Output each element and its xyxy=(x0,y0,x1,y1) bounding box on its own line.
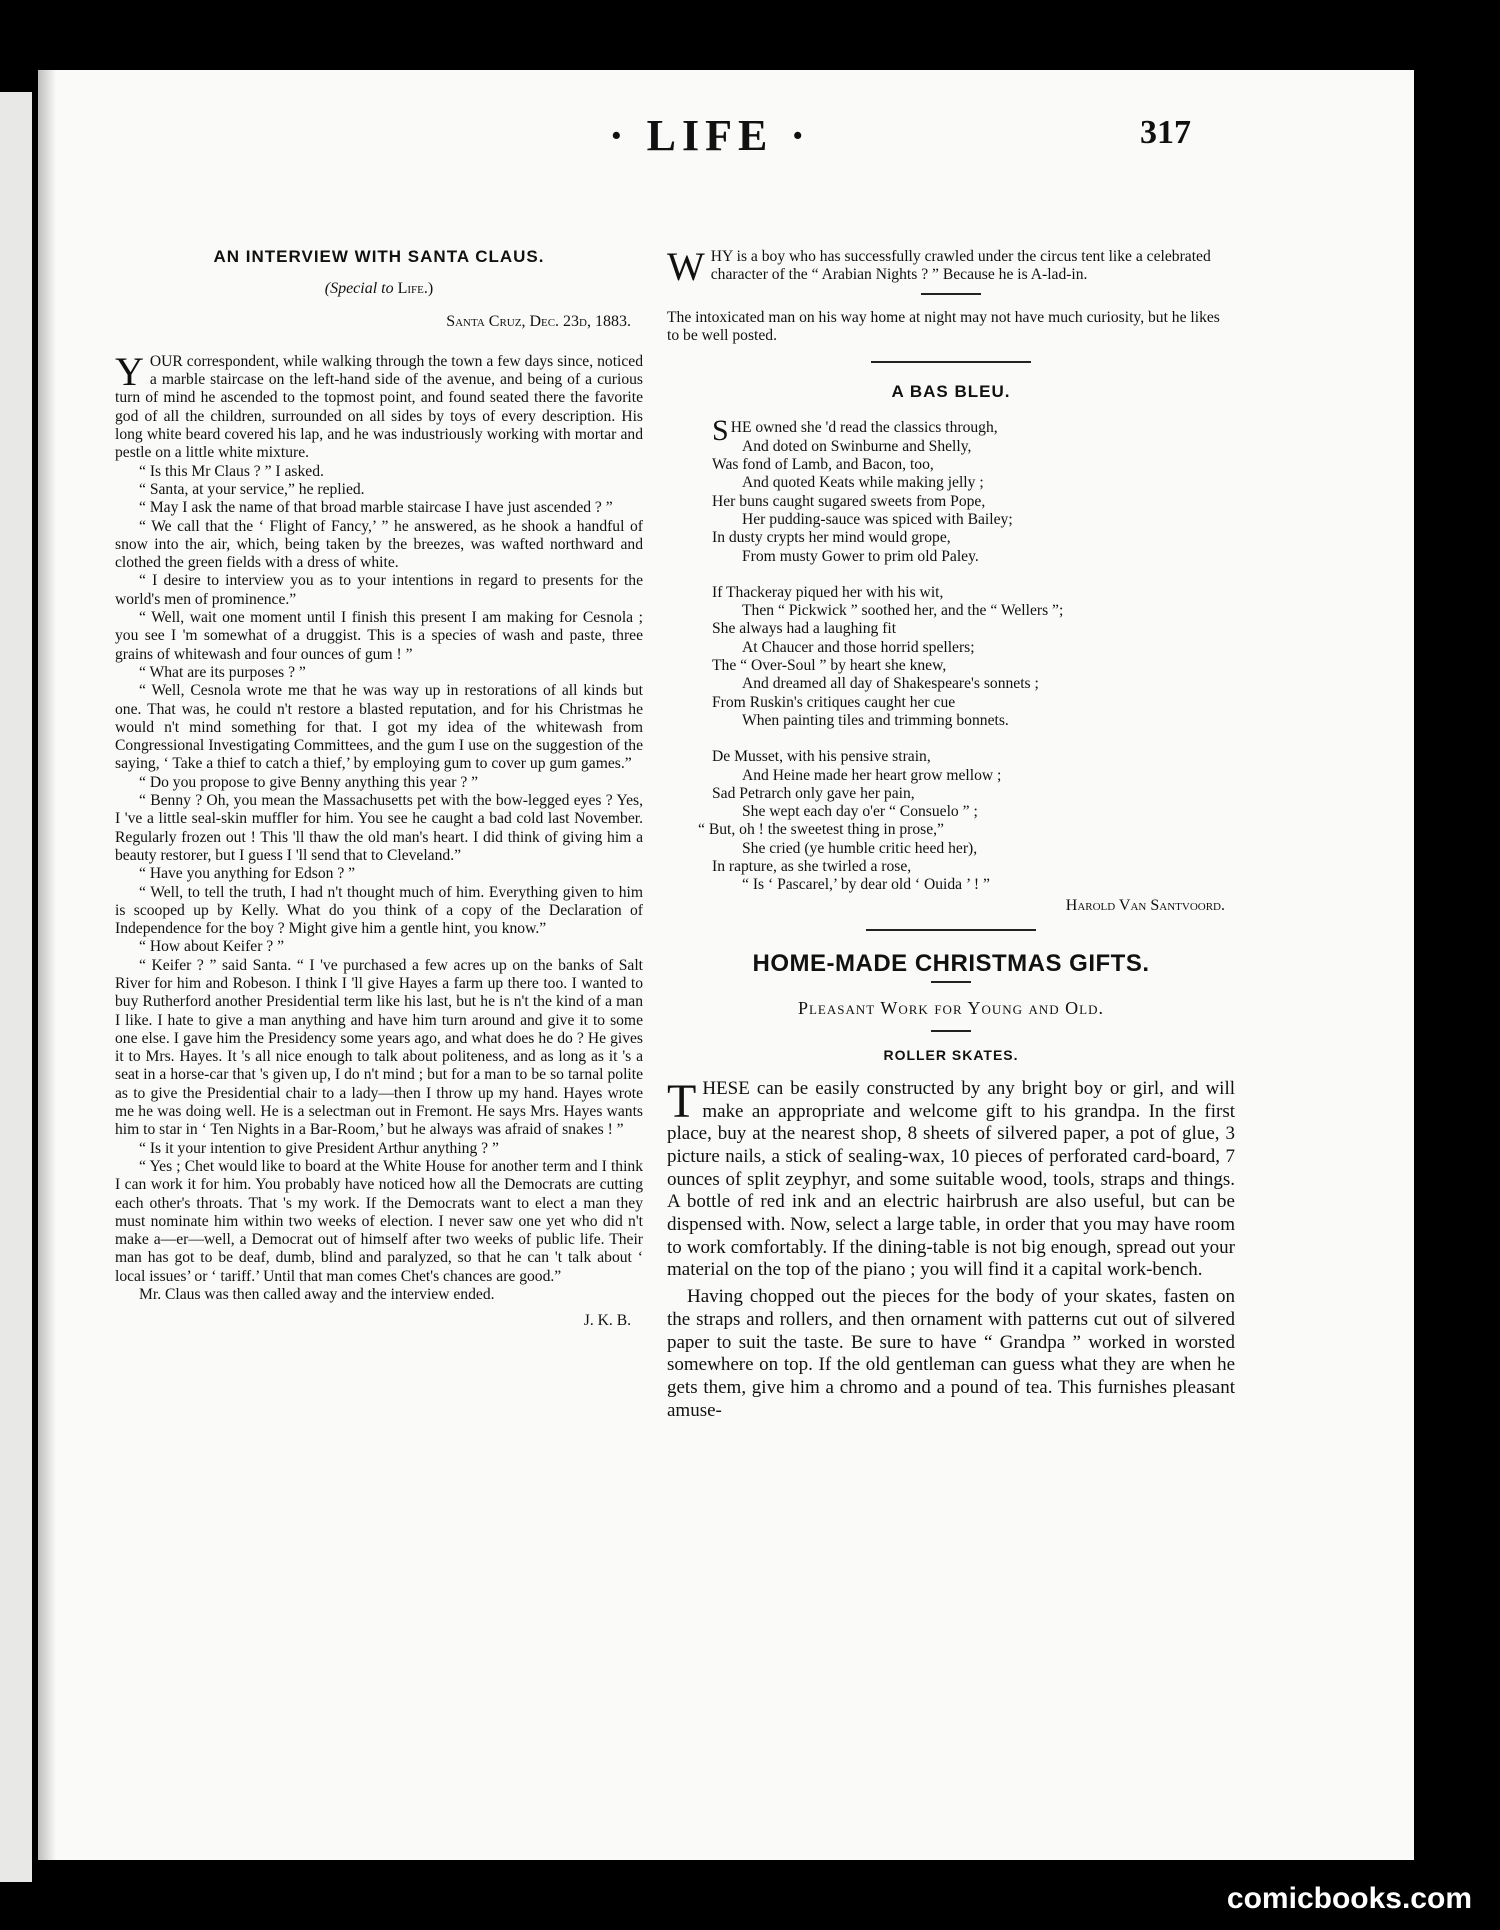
poem-line: Her pudding-sauce was spiced with Bailey; xyxy=(742,510,1013,528)
interview-paragraph: “ How about Keifer ? ” xyxy=(139,938,285,956)
interview-paragraph: “ Benny ? Oh, you mean the Massachusetts pet with the bow-legged eyes ? Yes, I 've a little seal-skin muffler for him. You see he caught a bad cold last November. Regularly frozen out ! This 'll thaw the old man's heart. I did think of giving him a beauty restorer, but I guess I 'll send that to Cleveland.” xyxy=(115,792,643,864)
interview-paragraph: “ Santa, at your service,” he replied. xyxy=(139,480,365,498)
poem-line: Sad Petrarch only gave her pain, xyxy=(712,784,915,802)
gifts-subtitle: Pleasant Work for Young and Old. xyxy=(797,998,1104,1019)
interview-paragraph: “ Well, Cesnola wrote me that he was way up in restorations of all kinds but one. That was, he could n't restore a blasted reputation, and for his Christmas he would n't mind something for that. I got my idea of the whitewash from Congressional Investigating Committees, and the gum I use on the suggestion of the saying, ‘ Take a thief to catch a thief,’ by employing gum to cover up gum games.” xyxy=(115,682,643,773)
poem-line: And dreamed all day of Shakespeare's sonnets ; xyxy=(742,675,1039,693)
poem-line: Her buns caught sugared sweets from Pope, xyxy=(712,492,986,510)
poem-line: SHE owned she 'd read the classics through, xyxy=(712,414,998,448)
interview-paragraph: “ Yes ; Chet would like to board at the White House for another term and I think I can work it for him. You probably have noticed how all the Democrats are cutting each other's throats. That 's my work. If the Democrats want to elect a man they must nominate him within two weeks of election. I never saw one yet who did n't make a—er—well, a Democrat out of himself after two weeks of public life. Their man has got to be deaf, dumb, blind and paralyzed, so that he can 't talk about ‘ local issues’ or ‘ tariff.’ Until that man comes Chet's chances are good.” xyxy=(115,1157,643,1285)
poem-stanza xyxy=(712,584,1235,730)
poem-line: In rapture, as she twirled a rose, xyxy=(712,858,912,876)
special-suffix: .) xyxy=(423,280,434,298)
right-column xyxy=(667,180,1235,1422)
divider xyxy=(871,361,1031,363)
divider xyxy=(931,981,971,983)
poem-line: She wept each day o'er “ Consuelo ” ; xyxy=(742,803,978,821)
interview-paragraph: YOUR correspondent, while walking through the town a few days since, noticed a marble staircase on the left-hand side of the avenue, and being of a curious turn of mind he ascended to the topmost point, and found seated there the favorite god of all the children, surrounded on all sides by toys of every description. His long white beard covered his lap, and he was industriously working with mortar and pestle on a little white mixture. xyxy=(115,348,643,462)
poem-line: She always had a laughing fit xyxy=(712,620,897,638)
gifts-paragraph: THESE can be easily constructed by any bright boy or girl, and will make an appropriate and welcome gift to his grandpa. In the first place, buy at the nearest shop, 8 sheets of silvered paper, a pot of glue, 3 picture nails, a stick of sealing-wax, 10 pieces of perforated card-board, 7 ounces of split zeyphyr, and some suitable wood, tools, straps and things. A bottle of red ink and an electric hairbrush are also useful, but can be dispensed with. Now, select a large table, in order that you may have room to work comfortably. If the dining-table is not big enough, spread out your material on the top of the piano ; you will find it a capital work-bench. xyxy=(667,1074,1235,1281)
poem-line: “ But, oh ! the sweetest thing in prose,” xyxy=(698,821,944,839)
poem-line: The “ Over-Soul ” by heart she knew, xyxy=(712,657,947,675)
dateline: Santa Cruz, Dec. 23d, 1883. xyxy=(446,312,631,330)
drop-cap: Y xyxy=(115,348,144,394)
special-name: Life xyxy=(397,280,424,298)
poem xyxy=(667,414,1235,894)
poem-line: And Heine made her heart grow mellow ; xyxy=(742,766,1002,784)
poem-line: De Musset, with his pensive strain, xyxy=(712,748,931,766)
interview-title: AN INTERVIEW WITH SANTA CLAUS. xyxy=(213,247,545,266)
poem-line: Was fond of Lamb, and Bacon, too, xyxy=(712,456,934,474)
poem-line: Then “ Pickwick ” soothed her, and the “ Wellers ”; xyxy=(742,602,1064,620)
left-page-edge xyxy=(0,92,32,1882)
interview-paragraph: “ Have you anything for Edson ? ” xyxy=(139,865,356,883)
gifts-paragraph: Having chopped out the pieces for the body of your skates, fasten on the straps and rollers, and then ornament with patterns cut out of silvered paper to suit the taste. Be sure to have “ Grandpa ” worked in worsted somewhere on top. If the old gentleman can guess what they are when he gets them, give him a chromo and a pound of tea. This furnishes pleasant amuse- xyxy=(667,1286,1235,1421)
poem-line: And doted on Swinburne and Shelly, xyxy=(742,437,972,455)
interview-paragraph: “ Well, to tell the truth, I had n't thought much of him. Everything given to him is scooped up by Kelly. What do you think of a copy of the Declaration of Independence for the boy ? Might give him a gentle hint, you know.” xyxy=(115,883,643,938)
joke-intoxicated: The intoxicated man on his way home at night may not have much curiosity, but he likes to be well posted. xyxy=(667,308,1220,344)
gifts-title: HOME-MADE CHRISTMAS GIFTS. xyxy=(752,949,1150,977)
joke-aladdin: WHY is a boy who has successfully crawled under the circus tent like a celebrated character of the “ Arabian Nights ? ” Because he is A-lad-in. xyxy=(667,244,1211,289)
interview-paragraph: “ I desire to interview you as to your intentions in regard to presents for the world's men of prominence.” xyxy=(115,572,643,608)
gifts-body xyxy=(667,1074,1235,1423)
poem-line: If Thackeray piqued her with his wit, xyxy=(712,583,944,601)
poem-title: A BAS BLEU. xyxy=(891,382,1011,402)
interview-paragraph: “ What are its purposes ? ” xyxy=(139,663,306,681)
interview-paragraph: “ Is it your intention to give President Arthur anything ? ” xyxy=(139,1139,499,1157)
interview-paragraph: “ Well, wait one moment until I finish this present I am making for Cesnola ; you see I 'm somewhat of a druggist. This is a species of wash and paste, three grains of whitewash and four ounces of gum ! ” xyxy=(115,609,643,663)
divider xyxy=(931,1030,971,1032)
poem-line: When painting tiles and trimming bonnets. xyxy=(742,711,1009,729)
special-prefix: (Special to xyxy=(324,280,398,298)
poem-stanza xyxy=(698,748,1235,894)
interview-paragraph: “ Do you propose to give Benny anything this year ? ” xyxy=(139,773,479,791)
interview-column xyxy=(115,180,643,1331)
running-title: · LIFE · xyxy=(608,111,812,160)
drop-cap: W xyxy=(667,244,705,289)
drop-cap: S xyxy=(712,414,729,448)
divider xyxy=(866,929,1036,931)
interview-body xyxy=(115,348,643,1304)
section-heading: ROLLER SKATES. xyxy=(883,1046,1019,1063)
poem-line: “ Is ‘ Pascarel,’ by dear old ‘ Ouida ’ ! ” xyxy=(742,876,990,894)
watermark: comicbooks.com xyxy=(1226,1882,1472,1915)
interview-signature: J. K. B. xyxy=(583,1312,631,1330)
drop-cap: T xyxy=(667,1074,697,1128)
interview-paragraph: “ Keifer ? ” said Santa. “ I 've purchased a few acres up on the banks of Salt River for him and Robeson. I think I 'll give Hayes a farm up there too. I wanted to buy Rutherford another Presidential term like his last, but he is n't the kind of a man I like. I hate to give a man anything and have him turn around and give it to some one else. I gave him the Presidency some years ago, and what does he do ? He gives it to Mrs. Hayes. It 's all nice enough to talk about politeness, and as long as it 's a seat in a horse-car that 's given up, I do n't mind ; but for a man to be so tarnal polite as to give the Presidential chair to a lady—then I throw up my hand. Hayes wrote me he was doing well. He is a selectman out in Fremont. He says Mrs. Hayes wants him to star in ‘ Ten Nights in a Bar-Room,’ but he always was afraid of snakes ! ” xyxy=(115,956,643,1139)
interview-paragraph: Mr. Claus was then called away and the interview ended. xyxy=(139,1286,495,1304)
poem-line: At Chaucer and those horrid spellers; xyxy=(742,638,975,656)
poem-line: She cried (ye humble critic heed her), xyxy=(742,839,978,857)
page-number: 317 xyxy=(1140,114,1191,151)
special-note xyxy=(115,280,643,298)
poem-line: In dusty crypts her mind would grope, xyxy=(712,529,951,547)
divider xyxy=(921,293,981,295)
poem-line: From musty Gower to prim old Paley. xyxy=(742,547,979,565)
interview-paragraph: “ We call that the ‘ Flight of Fancy,’ ” he answered, as he shook a handful of snow into the air, which, being taken by the breezes, was wafted northward and clothed the green fields with a dress of white. xyxy=(115,517,643,572)
spine-shadow xyxy=(38,70,56,1860)
poem-line: And quoted Keats while making jelly ; xyxy=(742,474,984,492)
interview-paragraph: “ May I ask the name of that broad marble staircase I have just ascended ? ” xyxy=(139,499,613,517)
poem-author: Harold Van Santvoord. xyxy=(1065,896,1225,914)
poem-stanza xyxy=(712,414,1235,565)
interview-paragraph: “ Is this Mr Claus ? ” I asked. xyxy=(139,462,324,480)
poem-line: From Ruskin's critiques caught her cue xyxy=(712,693,956,711)
